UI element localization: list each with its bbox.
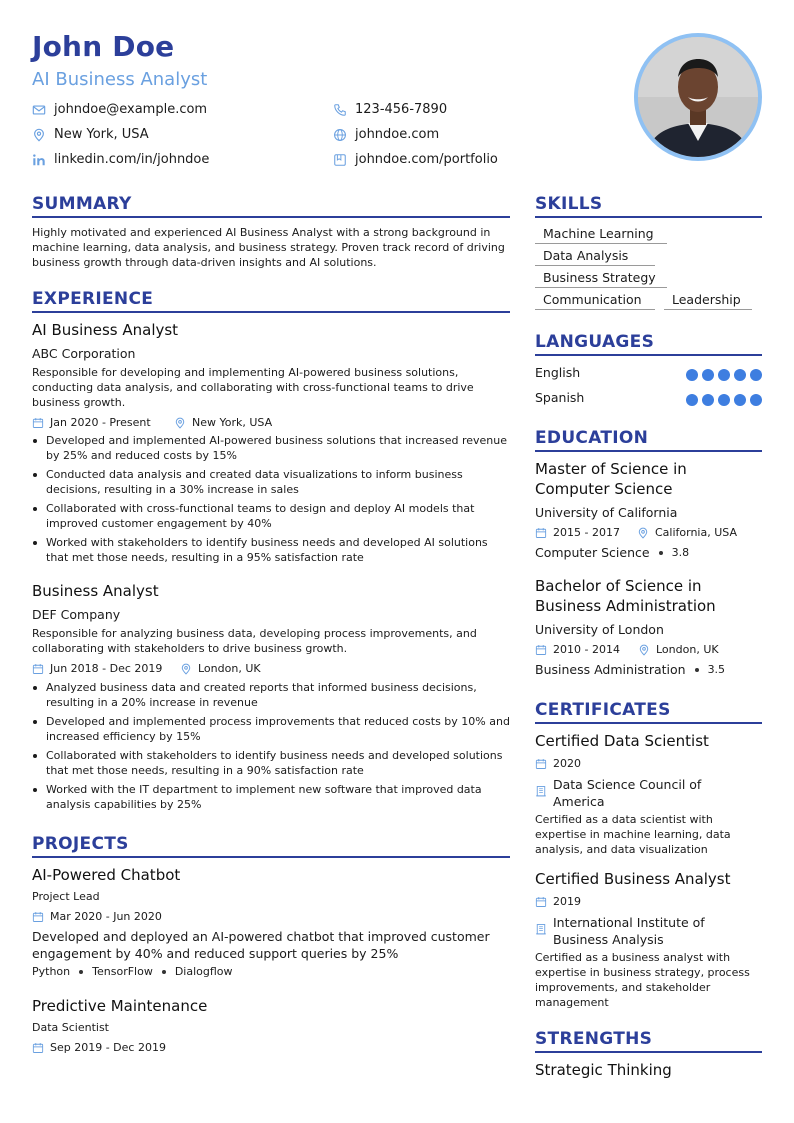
rating-dot (734, 394, 746, 406)
location-pin-icon (637, 527, 649, 539)
separator-dot (79, 970, 83, 974)
experience-heading: EXPERIENCE (32, 289, 154, 309)
separator-dot (162, 970, 166, 974)
project-2-dates (32, 1041, 166, 1054)
strengths-divider (535, 1051, 762, 1053)
job-2-company: DEF Company (32, 607, 121, 622)
education-2-dates (535, 643, 620, 656)
certificate-1-issuer (535, 776, 750, 810)
separator-dot (659, 551, 663, 555)
education-2-location (638, 643, 719, 656)
rating-dot (718, 369, 730, 381)
list-item: Worked with stakeholders to identify business needs and developed AI solutions that met those needs, resulting in a 95% satisfaction rate (32, 535, 510, 565)
skill-tag: Machine Learning (535, 226, 667, 244)
education-2-school: University of London (535, 622, 664, 637)
skill-tag: Leadership (664, 292, 752, 310)
education-2-dates-text: 2010 - 2014 (553, 643, 620, 656)
rating-dot (686, 394, 698, 406)
job-2-dates-text: Jun 2018 - Dec 2019 (50, 662, 163, 675)
certificate-2-year-text: 2019 (553, 895, 581, 908)
globe-icon (333, 128, 347, 142)
mail-icon (32, 103, 46, 117)
project-1-name: AI-Powered Chatbot (32, 866, 181, 884)
language-2-rating (686, 394, 762, 406)
location-text: New York, USA (54, 127, 149, 142)
profile-photo (634, 33, 762, 161)
contact-linkedin[interactable] (32, 152, 209, 167)
job-title: AI Business Analyst (32, 69, 208, 90)
education-1-field (535, 545, 689, 560)
skill-tag: Data Analysis (535, 248, 655, 266)
rating-dot (750, 394, 762, 406)
tech-tag: Python (32, 965, 71, 978)
project-1-dates (32, 910, 162, 923)
tech-tag: Dialogflow (174, 965, 233, 978)
location-pin-icon (180, 663, 192, 675)
language-1-rating (686, 369, 762, 381)
job-1-role: AI Business Analyst (32, 321, 179, 339)
contact-portfolio[interactable] (333, 152, 498, 167)
strength-item: Strategic Thinking (535, 1061, 672, 1079)
skills-divider (535, 216, 762, 218)
language-2-name: Spanish (535, 390, 585, 405)
languages-heading: LANGUAGES (535, 332, 655, 352)
certificate-1-name: Certified Data Scientist (535, 732, 709, 750)
calendar-icon (535, 527, 547, 539)
certificate-1-description: Certified as a data scientist with expertise in machine learning, data analysis, and data visualization (535, 813, 731, 856)
rating-dot (702, 394, 714, 406)
list-item: Developed and implemented process improvements that reduced costs by 10% and increased efficiency by 15% (32, 714, 510, 744)
education-1-degree: Master of Science in Computer Science (535, 460, 687, 498)
calendar-icon (535, 896, 547, 908)
education-1-dates-text: 2015 - 2017 (553, 526, 620, 539)
job-1-company: ABC Corporation (32, 346, 136, 361)
email-text: johndoe@example.com (54, 102, 208, 117)
candidate-name: John Doe (32, 30, 175, 63)
separator-dot (695, 668, 699, 672)
website-text: johndoe.com (355, 127, 440, 142)
skills-heading: SKILLS (535, 194, 603, 214)
rating-dot (686, 369, 698, 381)
education-1-school: University of California (535, 505, 678, 520)
contact-phone[interactable] (333, 102, 447, 117)
project-1-description: Developed and deployed an AI-powered chatbot that improved customer engagement by 40% and reduced support queries by 25% (32, 929, 490, 961)
phone-text: 123-456-7890 (355, 102, 448, 117)
education-1-gpa: 3.8 (671, 546, 690, 559)
job-1-location (174, 416, 272, 429)
building-icon (535, 785, 547, 797)
avatar-icon (638, 37, 758, 157)
calendar-icon (32, 417, 44, 429)
project-1-tech (32, 965, 233, 978)
rating-dot (718, 394, 730, 406)
language-1-name: English (535, 365, 581, 380)
certificate-2-description: Certified as a business analyst with expertise in business strategy, process improvements, and stakeholder management (535, 951, 750, 1009)
job-1-dates-text: Jan 2020 - Present (50, 416, 151, 429)
education-divider (535, 450, 762, 452)
education-2-field-text: Business Administration (535, 662, 686, 677)
strengths-heading: STRENGTHS (535, 1029, 653, 1049)
building-icon (535, 923, 547, 935)
education-1-dates (535, 526, 620, 539)
languages-divider (535, 354, 762, 356)
contact-email[interactable] (32, 102, 207, 117)
job-2-bullets (32, 680, 510, 816)
education-2-degree: Bachelor of Science in Business Administration (535, 577, 716, 615)
certificate-1-year (535, 757, 581, 770)
project-1-role: Project Lead (32, 890, 100, 903)
job-2-dates (32, 662, 162, 675)
job-2-role: Business Analyst (32, 582, 159, 600)
location-pin-icon (638, 644, 650, 656)
linkedin-text: linkedin.com/in/johndoe (54, 152, 210, 167)
portfolio-icon (333, 153, 347, 167)
list-item: Conducted data analysis and created data visualizations to inform business decisions, resulting in a 30% increase in sales (32, 467, 510, 497)
calendar-icon (32, 663, 44, 675)
education-2-location-text: London, UK (656, 643, 719, 656)
job-1-location-text: New York, USA (192, 416, 273, 429)
job-2-description: Responsible for analyzing business data, developing process improvements, and collaborating with stakeholders to drive business growth. (32, 627, 477, 655)
certificate-2-name: Certified Business Analyst (535, 870, 731, 888)
certificate-2-issuer-text: International Institute of Business Analysis (553, 915, 705, 947)
projects-divider (32, 856, 510, 858)
project-2-name: Predictive Maintenance (32, 997, 208, 1015)
job-1-dates (32, 416, 151, 429)
summary-divider (32, 216, 510, 218)
rating-dot (750, 369, 762, 381)
location-pin-icon (32, 128, 46, 142)
skill-tag: Business Strategy (535, 270, 667, 288)
certificate-2-year (535, 895, 581, 908)
job-2-location-text: London, UK (198, 662, 261, 675)
education-2-field (535, 662, 725, 677)
job-2-location (180, 662, 261, 675)
calendar-icon (535, 758, 547, 770)
list-item: Collaborated with stakeholders to identify business needs and developed solutions that met those needs, resulting in a 90% satisfaction rate (32, 748, 510, 778)
contact-location (32, 127, 149, 142)
list-item: Analyzed business data and created reports that informed business decisions, resulting in a 20% increase in revenue (32, 680, 510, 710)
projects-heading: PROJECTS (32, 834, 129, 854)
education-heading: EDUCATION (535, 428, 649, 448)
rating-dot (734, 369, 746, 381)
job-1-description: Responsible for developing and implementing AI-powered business solutions, conducting data analysis, and collaborating with cross-functional teams to drive business growth. (32, 366, 474, 409)
contact-website[interactable] (333, 127, 439, 142)
education-2-gpa: 3.5 (707, 663, 726, 676)
project-2-role: Data Scientist (32, 1021, 109, 1034)
project-2-dates-text: Sep 2019 - Dec 2019 (50, 1041, 166, 1054)
rating-dot (702, 369, 714, 381)
summary-text: Highly motivated and experienced AI Business Analyst with a strong background in machine learning, data analysis, and business strategy. Proven track record of driving business growth through data-driven insights and AI solutions. (32, 226, 505, 269)
project-1-dates-text: Mar 2020 - Jun 2020 (50, 910, 162, 923)
summary-heading: SUMMARY (32, 194, 132, 214)
linkedin-icon (32, 153, 46, 167)
calendar-icon (32, 911, 44, 923)
calendar-icon (32, 1042, 44, 1054)
tech-tag: TensorFlow (92, 965, 153, 978)
education-1-location-text: California, USA (655, 526, 737, 539)
calendar-icon (535, 644, 547, 656)
certificates-heading: CERTIFICATES (535, 700, 671, 720)
job-1-bullets (32, 433, 510, 569)
list-item: Worked with the IT department to implement new software that improved data analysis capabilities by 25% (32, 782, 510, 812)
location-pin-icon (174, 417, 186, 429)
education-1-location (637, 526, 737, 539)
certificates-divider (535, 722, 762, 724)
list-item: Collaborated with cross-functional teams to design and deploy AI models that improved customer engagement by 40% (32, 501, 510, 531)
certificate-1-year-text: 2020 (553, 757, 581, 770)
experience-divider (32, 311, 510, 313)
portfolio-text: johndoe.com/portfolio (355, 152, 498, 167)
phone-icon (333, 103, 347, 117)
certificate-2-issuer (535, 914, 750, 948)
education-1-field-text: Computer Science (535, 545, 650, 560)
skill-tag: Communication (535, 292, 655, 310)
list-item: Developed and implemented AI-powered business solutions that increased revenue by 25% and reduced costs by 15% (32, 433, 510, 463)
certificate-1-issuer-text: Data Science Council of America (553, 777, 702, 809)
